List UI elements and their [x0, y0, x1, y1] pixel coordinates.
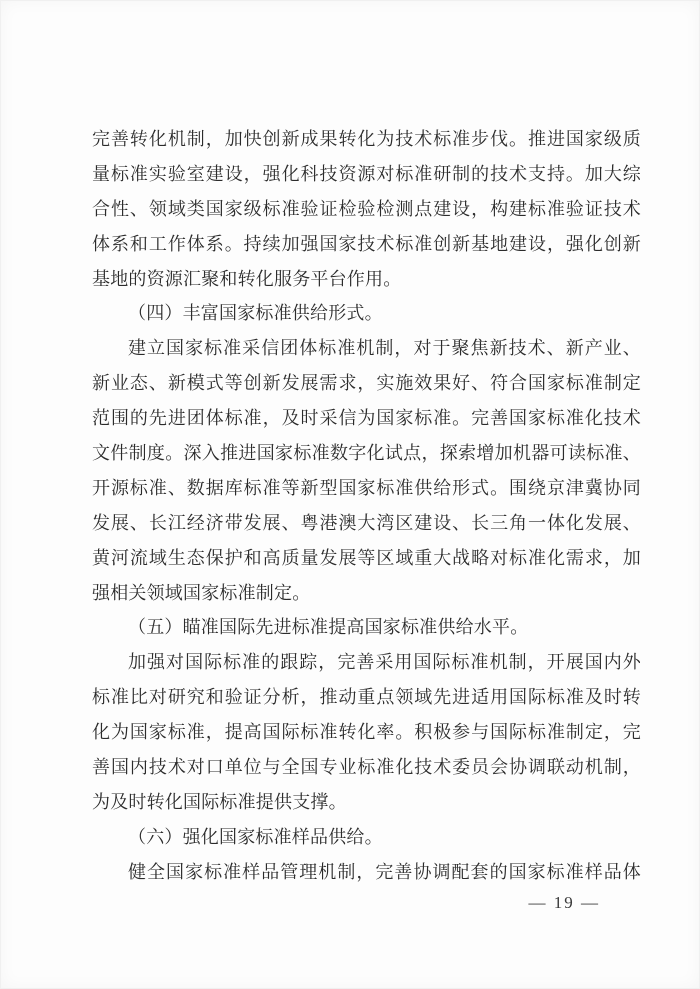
text-line: 量标准实验室建设，强化科技资源对标准研制的技术支持。加大综: [92, 163, 641, 184]
paragraph-last-line: 基地的资源汇聚和转化服务平台作用。: [92, 268, 402, 289]
text-line: 体系和工作体系。持续加强国家技术标准创新基地建设，强化创新: [92, 233, 641, 254]
text-line: 标准比对研究和验证分析，推动重点领域先进适用国际标准及时转: [92, 687, 641, 708]
text-line: 建立国家标准采信团体标准机制，对于聚焦新技术、新产业、: [128, 338, 641, 359]
text-line: 发展、长江经济带发展、粤港澳大湾区建设、长三角一体化发展、: [92, 512, 641, 533]
text-line: 黄河流域生态保护和高质量发展等区域重大战略对标准化需求，加: [92, 547, 641, 568]
text-line: 文件制度。深入推进国家标准数字化试点，探索增加机器可读标准、: [92, 443, 641, 464]
section-heading-6: （六）强化国家标准样品供给。: [128, 826, 383, 847]
page-number: — 19 —: [528, 893, 600, 912]
text-line: 范围的先进团体标准，及时采信为国家标准。完善国家标准化技术: [92, 408, 641, 429]
text-line: 新业态、新模式等创新发展需求，实施效果好、符合国家标准制定: [92, 373, 641, 394]
text-line: 健全国家标准样品管理机制，完善协调配套的国家标准样品体: [128, 861, 641, 882]
section-heading-5: （五）瞄准国际先进标准提高国家标准供给水平。: [128, 617, 529, 638]
text-line: 善国内技术对口单位与全国专业标准化技术委员会协调联动机制，: [92, 757, 641, 778]
text-line: 开源标准、数据库标准等新型国家标准供给形式。围绕京津冀协同: [92, 477, 641, 498]
text-line: 化为国家标准，提高国际标准转化率。积极参与国际标准制定，完: [92, 722, 641, 743]
document-body: [92, 122, 641, 890]
text-line: 加强对国际标准的跟踪，完善采用国际标准机制，开展国内外: [128, 652, 641, 673]
text-line: 完善转化机制，加快创新成果转化为技术标准步伐。推进国家级质: [92, 129, 641, 149]
text-line: 合性、领域类国家级标准验证检验检测点建设，构建标准验证技术: [92, 198, 641, 219]
section-heading-4: （四）丰富国家标准供给形式。: [128, 303, 383, 324]
paragraph-last-line: 强相关领域国家标准制定。: [92, 582, 311, 603]
paragraph-last-line: 为及时转化国际标准提供支撑。: [92, 791, 347, 812]
